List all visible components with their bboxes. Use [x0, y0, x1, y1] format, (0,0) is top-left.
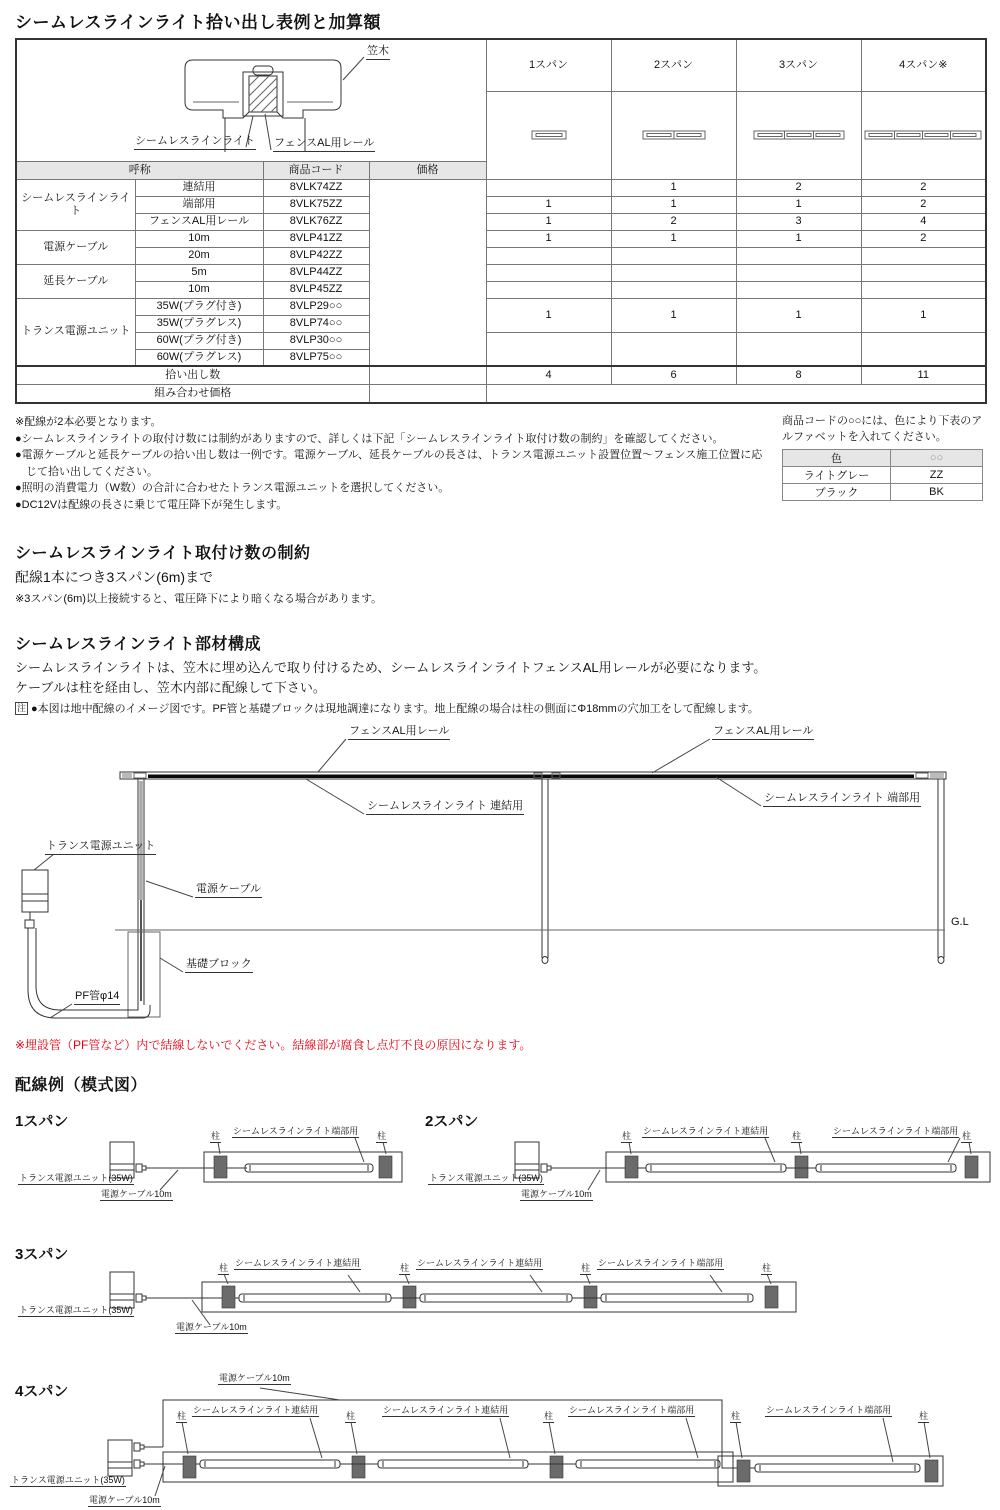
note-line: ●照明の消費電力（W数）の合計に合わせたトランス電源ユニットを選択してください。 — [15, 482, 450, 494]
row-code: 8VLP74○○ — [263, 315, 369, 332]
post-label: 柱 — [762, 1263, 772, 1273]
light-end-label: シームレスラインライト端部用 — [598, 1258, 724, 1268]
qty: 2 — [611, 213, 736, 230]
col-span4: 4スパン※ — [861, 39, 986, 91]
cable-label-bottom: 電源ケーブル10m — [89, 1495, 160, 1505]
row-code: 8VLP75○○ — [263, 349, 369, 366]
composition-line2: ケーブルは柱を経由し、笠木内部に配線して下さい。 — [15, 680, 326, 695]
color-header: 色 — [783, 450, 891, 467]
row-code: 8VLP29○○ — [263, 298, 369, 315]
composition-note-text: ●本図は地中配線のイメージ図です。PF管と基礎ブロックは現地調達になります。地上配線の場合は柱の側面にΦ18mmの穴加工をして配線します。 — [31, 703, 759, 715]
price-cell — [369, 179, 486, 366]
transformer-label: トランス電源ユニット(35W) — [19, 1173, 133, 1183]
total-span3: 8 — [736, 366, 861, 384]
wiring-heading: 配線例（模式図） — [15, 1077, 148, 1094]
header-name: 呼称 — [16, 161, 263, 179]
label-power-cable: 電源ケーブル — [195, 884, 262, 898]
row-sub: フェンスAL用レール — [135, 213, 263, 230]
qty: 3 — [736, 213, 861, 230]
color-value: BK — [891, 484, 983, 501]
row-code: 8VLP44ZZ — [263, 264, 369, 281]
qty: 2 — [861, 179, 986, 196]
total-span4: 11 — [861, 366, 986, 384]
transformer-label: トランス電源ユニット(35W) — [11, 1475, 125, 1485]
col-span2: 2スパン — [611, 39, 736, 91]
qty: 1 — [486, 196, 611, 213]
icon-span3 — [736, 91, 861, 179]
schematic-2span-title: 2スパン — [425, 1113, 479, 1130]
post-label: 柱 — [377, 1131, 387, 1141]
label-ground-line: G.L — [951, 916, 969, 928]
row-sub: 連結用 — [135, 179, 263, 196]
note-line: ●電源ケーブルと延長ケーブルの拾い出し数は一例です。電源ケーブル、延長ケーブルの長さは、トランス電源ユニット設置位置～フェンス施工位置に応じて拾い出してください。 — [15, 449, 763, 478]
color-value: ZZ — [891, 467, 983, 484]
row-sub: 35W(プラグ付き) — [135, 298, 263, 315]
label-rail-left: フェンスAL用レール — [348, 726, 450, 740]
row-sub: 35W(プラグレス) — [135, 315, 263, 332]
cable-label-top: 電源ケーブル10m — [219, 1373, 290, 1383]
group-power-cable: 電源ケーブル — [16, 230, 135, 264]
qty: 1 — [486, 213, 611, 230]
qty: 1 — [736, 298, 861, 332]
light-end-label: シームレスラインライト端部用 — [569, 1405, 695, 1415]
restriction-line: 配線1本につき3スパン(6m)まで — [15, 569, 214, 585]
light-end-label: シームレスラインライト端部用 — [233, 1126, 359, 1136]
color-name: ブラック — [783, 484, 891, 501]
schematic-1span-title: 1スパン — [15, 1113, 69, 1130]
post-label: 柱 — [962, 1131, 972, 1141]
qty: 1 — [611, 196, 736, 213]
post-label: 柱 — [346, 1411, 356, 1421]
color-table — [782, 449, 983, 501]
label-seamless-light: シームレスラインライト — [134, 136, 256, 150]
group-ext-cable: 延長ケーブル — [16, 264, 135, 298]
cable-label: 電源ケーブル10m — [101, 1189, 172, 1199]
post-label: 柱 — [400, 1263, 410, 1273]
total-span1: 4 — [486, 366, 611, 384]
row-code: 8VLP41ZZ — [263, 230, 369, 247]
icon-span4 — [861, 91, 986, 179]
row-sub: 端部用 — [135, 196, 263, 213]
combo-label: 組み合わせ価格 — [16, 384, 369, 403]
row-code: 8VLP30○○ — [263, 332, 369, 349]
fence-elevation-drawing — [10, 718, 990, 1030]
qty: 2 — [861, 230, 986, 247]
light-link-label: シームレスラインライト連結用 — [383, 1405, 509, 1415]
label-foundation: 基礎ブロック — [185, 959, 253, 973]
col-span1: 1スパン — [486, 39, 611, 91]
schematic-2span-drawing — [420, 1108, 995, 1210]
row-code: 8VLP45ZZ — [263, 281, 369, 298]
post-label: 柱 — [211, 1131, 221, 1141]
color-code-note: 商品コードの○○には、色により下表のアルファベットを入れてください。 — [782, 415, 983, 443]
light-link-label: シームレスラインライト連結用 — [643, 1126, 769, 1136]
row-sub: 60W(プラグレス) — [135, 349, 263, 366]
qty: 1 — [861, 298, 986, 332]
totals-label: 拾い出し数 — [16, 366, 369, 384]
row-code: 8VLK76ZZ — [263, 213, 369, 230]
composition-diagram — [10, 718, 990, 1030]
qty: 1 — [611, 298, 736, 332]
group-transformer: トランス電源ユニット — [16, 298, 135, 366]
schematic-4span — [10, 1372, 995, 1510]
color-name: ライトグレー — [783, 467, 891, 484]
light-end-label: シームレスラインライト端部用 — [766, 1405, 892, 1415]
group-seamless: シームレスラインライト — [16, 179, 135, 230]
label-fence-rail: フェンスAL用レール — [273, 138, 375, 152]
icon-span2 — [611, 91, 736, 179]
post-label: 柱 — [581, 1263, 591, 1273]
qty: 2 — [861, 196, 986, 213]
col-span3: 3スパン — [736, 39, 861, 91]
schematic-4span-drawing — [10, 1372, 995, 1510]
row-code: 8VLK75ZZ — [263, 196, 369, 213]
post-label: 柱 — [792, 1131, 802, 1141]
post-label: 柱 — [622, 1131, 632, 1141]
post-label: 柱 — [919, 1411, 929, 1421]
note-line: ※配線が2本必要となります。 — [15, 416, 162, 428]
schematic-1span — [10, 1108, 420, 1210]
schematic-1span-drawing — [10, 1108, 420, 1210]
header-price: 価格 — [369, 161, 486, 179]
label-light-link: シームレスラインライト 連結用 — [366, 801, 524, 815]
qty: 1 — [611, 230, 736, 247]
transformer-label: トランス電源ユニット(35W) — [429, 1173, 543, 1183]
post-label: 柱 — [731, 1411, 741, 1421]
qty: 4 — [861, 213, 986, 230]
transformer-label: トランス電源ユニット(35W) — [19, 1305, 133, 1315]
icon-span1 — [486, 91, 611, 179]
qty: 1 — [611, 179, 736, 196]
label-rail-right: フェンスAL用レール — [712, 726, 814, 740]
post-label: 柱 — [177, 1411, 187, 1421]
schematic-3span — [10, 1243, 810, 1350]
row-code: 8VLK74ZZ — [263, 179, 369, 196]
qty: 1 — [486, 230, 611, 247]
total-span2: 6 — [611, 366, 736, 384]
note-line: ●シームレスラインライトの取付け数には制約がありますので、詳しくは下記「シームレスラインライト取付け数の制約」を確認してください。 — [15, 432, 724, 445]
schematic-2span — [420, 1108, 995, 1210]
post-label: 柱 — [219, 1263, 229, 1273]
composition-heading: シームレスラインライト部材構成 — [15, 636, 262, 653]
cable-label: 電源ケーブル10m — [176, 1322, 247, 1332]
pickup-table — [15, 38, 987, 404]
composition-note — [15, 700, 759, 716]
row-sub: 60W(プラグ付き) — [135, 332, 263, 349]
cap-section-diagram — [16, 39, 486, 161]
restriction-note: ※3スパン(6m)以上接続すると、電圧降下により暗くなる場合があります。 — [15, 593, 383, 605]
light-link-label: シームレスラインライト連結用 — [193, 1405, 319, 1415]
table-notes — [15, 414, 770, 513]
schematic-4span-title: 4スパン — [15, 1383, 69, 1400]
page-title: シームレスラインライト拾い出し表例と加算額 — [15, 13, 381, 32]
row-sub: 5m — [135, 264, 263, 281]
label-light-end: シームレスラインライト 端部用 — [763, 793, 921, 807]
label-transformer: トランス電源ユニット — [45, 841, 156, 855]
qty: 1 — [486, 298, 611, 332]
qty — [486, 179, 611, 196]
restriction-heading: シームレスラインライト取付け数の制約 — [15, 545, 311, 562]
qty: 1 — [736, 196, 861, 213]
header-code: 商品コード — [263, 161, 369, 179]
row-sub: 20m — [135, 247, 263, 264]
qty: 1 — [736, 230, 861, 247]
row-sub: 10m — [135, 230, 263, 247]
label-kasagi: 笠木 — [366, 46, 390, 60]
schematic-3span-title: 3スパン — [15, 1246, 69, 1263]
note-line: ●DC12Vは配線の長さに乗じて電圧降下が発生します。 — [15, 498, 288, 511]
cable-label: 電源ケーブル10m — [521, 1189, 592, 1199]
burial-warning: ※埋設管（PF管など）内で結線しないでください。結線部が腐食し点灯不良の原因になります。 — [15, 1038, 532, 1052]
row-sub: 10m — [135, 281, 263, 298]
row-code: 8VLP42ZZ — [263, 247, 369, 264]
post-label: 柱 — [544, 1411, 554, 1421]
qty: 2 — [736, 179, 861, 196]
light-end-label: シームレスラインライト端部用 — [833, 1126, 959, 1136]
note-mark-icon: 注 — [17, 703, 27, 713]
color-code-header: ○○ — [891, 450, 983, 467]
light-link-label: シームレスラインライト連結用 — [235, 1258, 361, 1268]
light-link-label: シームレスラインライト連結用 — [417, 1258, 543, 1268]
label-pf-pipe: PF管φ14 — [74, 991, 120, 1005]
composition-line1: シームレスラインライトは、笠木に埋め込んで取り付けるため、シームレスラインライトフェンスAL用レールが必要になります。 — [15, 660, 767, 675]
